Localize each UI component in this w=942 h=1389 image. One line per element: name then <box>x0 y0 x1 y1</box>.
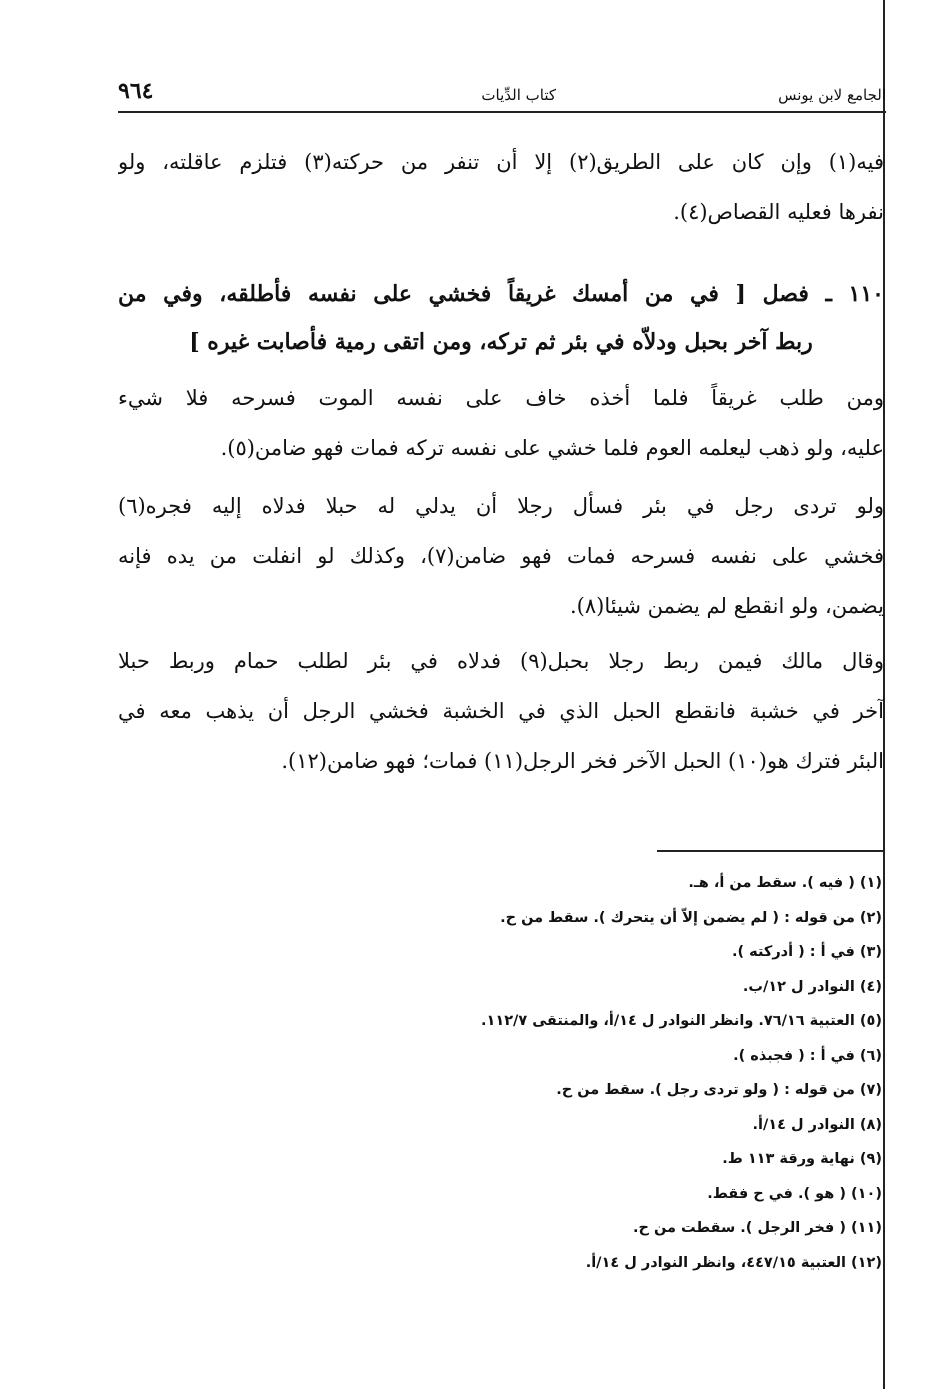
header-rule <box>118 111 886 113</box>
footnote: (١١) ( فخر الرجل ). سقطت من ح. <box>632 1220 882 1236</box>
footnote: (٦) في أ : ( فجبذه ). <box>733 1047 882 1064</box>
chapter-title: كتاب الدِّيات <box>481 86 556 104</box>
text-line: فيه(١) وإن كان على الطريق(٢) إلا أن تنفر من حركته(٣) فتلزم عاقلته، ولو <box>118 150 884 174</box>
book-title: الجامع لابن يونس <box>778 86 886 104</box>
text-line: فخشي على نفسه فسرحه فمات فهو ضامن(٧)، وكذلك لو انفلت من يده فإنه <box>118 544 884 568</box>
footnote-separator <box>657 850 884 852</box>
text-line: ولو تردى رجل في بئر فسأل رجلا أن يدلي له حبلا فدلاه إليه فجره(٦) <box>118 494 884 518</box>
text-line: آخر في خشبة فانقطع الحبل الذي في الخشبة فخشي الرجل أن يذهب معه في <box>118 699 884 723</box>
text-line: يضمن، ولو انقطع لم يضمن شيئا(٨). <box>569 594 884 618</box>
paragraph-3 <box>118 481 884 631</box>
footnote: (٧) من قوله : ( ولو تردى رجل ). سقط من ح. <box>556 1082 882 1098</box>
footnote: (٣) في أ : ( أدركته ). <box>731 944 882 960</box>
paragraph-4 <box>118 636 884 786</box>
footnote: (١) ( فيه ). سقط من أ، هـ. <box>688 875 882 891</box>
text-line: عليه، ولو ذهب ليعلمه العوم فلما خشي على نفسه تركه فمات فهو ضامن(٥). <box>220 436 884 460</box>
paragraph-2 <box>118 373 884 473</box>
paragraph-1 <box>118 137 884 237</box>
footnote: (٨) النوادر ل ١٤/أ. <box>752 1116 882 1133</box>
heading-line: ١١٠ ـ فصل [ في من أمسك غريقاً فخشي على نفسه فأطلقه، وفي من <box>118 281 884 307</box>
footnote: (١٠) ( هو ). في ح فقط. <box>707 1185 882 1202</box>
running-header <box>118 78 886 110</box>
text-line: وقال مالك فيمن ربط رجلا بحبل(٩) فدلاه في بئر لطلب حمام وربط حبلا <box>118 649 884 673</box>
footnotes <box>300 868 882 1282</box>
footnote: (٩) نهاية ورقة ١١٣ ط. <box>722 1151 882 1167</box>
footnote: (٢) من قوله : ( لم يضمن إلاّ أن يتحرك ). سقط من ح. <box>500 909 882 926</box>
footnote: (١٢) العتبية ٤٤٧/١٥، وانظر النوادر ل ١٤/أ. <box>585 1254 882 1271</box>
footnote: (٥) العتبية ٧٦/١٦. وانظر النوادر ل ١٤/أ، والمنتقى ١١٢/٧. <box>480 1013 882 1029</box>
page-number: ٩٦٤ <box>118 78 154 104</box>
text-line: البئر فترك هو(١٠) الحبل الآخر فخر الرجل(١١) فمات؛ فهو ضامن(١٢). <box>281 749 884 773</box>
section-heading <box>118 270 884 366</box>
text-line: نفرها فعليه القصاص(٤). <box>673 200 884 224</box>
heading-line: ربط آخر بحبل ودلاّه في بئر ثم تركه، ومن اتقى رمية فأصابت غيره ] <box>189 329 813 355</box>
footnote: (٤) النوادر ل ١٢/ب. <box>742 978 882 995</box>
text-line: ومن طلب غريقاً فلما أخذه خاف على نفسه الموت فسرحه فلا شيء <box>118 386 884 410</box>
